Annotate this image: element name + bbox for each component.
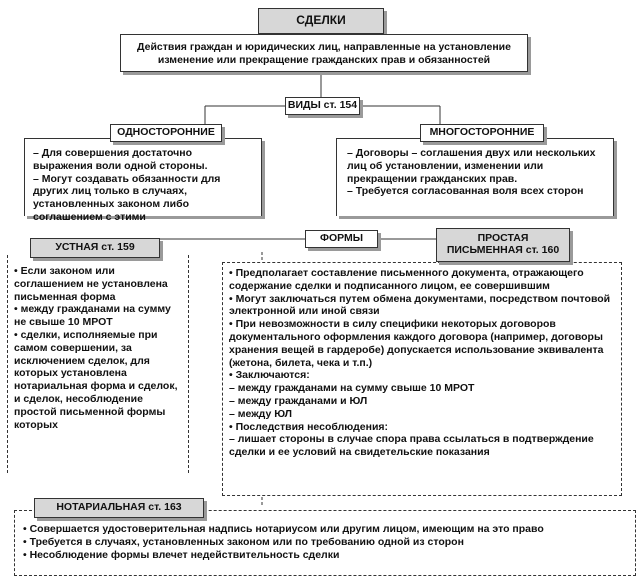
written-item: – лишает стороны в случае спора права ссылаться в подтверждение сделки и ее условий на свидетельские показания	[229, 433, 594, 459]
written-item: • Заключаются:	[229, 369, 310, 382]
notarial-item: • Несоблюдение формы влечет недействительность сделки	[23, 548, 340, 561]
unilateral-label	[110, 124, 222, 142]
oral-label-text: УСТНАЯ ст. 159	[55, 241, 135, 254]
forms-label	[305, 230, 378, 248]
page-title: СДЕЛКИ	[296, 13, 346, 28]
written-item: – между гражданами на сумму свыше 10 МРОТ	[229, 382, 475, 395]
oral-item: • Если законом или соглашением не установлена письменная форма	[14, 265, 168, 303]
multilateral-box	[336, 138, 614, 216]
written-label	[436, 228, 570, 262]
unilateral-label-text: ОДНОСТОРОННИЕ	[117, 126, 215, 139]
oral-label	[30, 238, 160, 258]
title-box	[258, 8, 384, 34]
written-item: – между гражданами и ЮЛ	[229, 394, 368, 407]
written-item: • При невозможности в силу специфики некоторых договоров документального оформления каждого договора (например, договоры хранения вещей в гардеробе) допускается использование эквивалента (жетона, билета, чека и т.п.)	[229, 318, 604, 369]
notarial-item: • Требуется в случаях, установленных законом или по требованию одной из сторон	[23, 535, 464, 548]
notarial-label-text: НОТАРИАЛЬНАЯ ст. 163	[56, 501, 182, 514]
definition-line-1: Действия граждан и юридических лиц, направленные на установление	[137, 41, 511, 53]
definition-line-2: изменение или прекращение гражданских прав и обязанностей	[157, 53, 491, 66]
oral-item: • между гражданами на сумму не свыше 10 МРОТ	[14, 303, 171, 329]
types-label-text: ВИДЫ ст. 154	[287, 99, 358, 112]
written-box	[222, 262, 622, 496]
written-label-line-1: ПРОСТАЯ	[477, 232, 529, 245]
written-item: • Предполагает составление письменного документа, отражающего содержание сделки и подписанного лицом, ее совершившим	[229, 267, 584, 292]
notarial-item: • Совершается удостоверительная надпись нотариусом или другим лицом, имеющим на это право	[23, 523, 544, 535]
written-item: – между ЮЛ	[229, 407, 293, 420]
written-label-line-2: ПИСЬМЕННАЯ ст. 160	[446, 244, 560, 256]
multilateral-label-text: МНОГОСТОРОННИЕ	[429, 126, 535, 139]
notarial-box	[14, 510, 636, 576]
unilateral-item: – Для совершения достаточно выражения воли одной стороны.	[33, 147, 208, 172]
multilateral-item: – Требуется согласованная воля всех сторон	[347, 185, 584, 198]
definition-box	[120, 34, 528, 72]
multilateral-label	[420, 124, 544, 142]
written-item: • Могут заключаться путем обмена документами, посредством почтовой электронной или иной связи	[229, 292, 611, 318]
unilateral-box	[24, 138, 262, 223]
unilateral-item: – Могут создавать обязанности для других лиц только в случаях, установленных законом либо соглашением с этими	[33, 172, 221, 223]
written-item: • Последствия несоблюдения:	[229, 420, 389, 433]
oral-box	[7, 255, 189, 473]
notarial-label	[34, 498, 204, 518]
multilateral-item: – Договоры – соглашения двух или нескольких лиц об установлении, изменении или прекращении гражданских прав.	[347, 147, 596, 185]
types-label	[285, 97, 360, 115]
oral-item: • сделки, исполняемые при самом совершении, за исключением сделок, для которых установлена нотариальная форма и сделок, и сделок, несоблюдение простой письменной формы которых	[14, 328, 178, 431]
forms-label-text: ФОРМЫ	[319, 232, 364, 245]
